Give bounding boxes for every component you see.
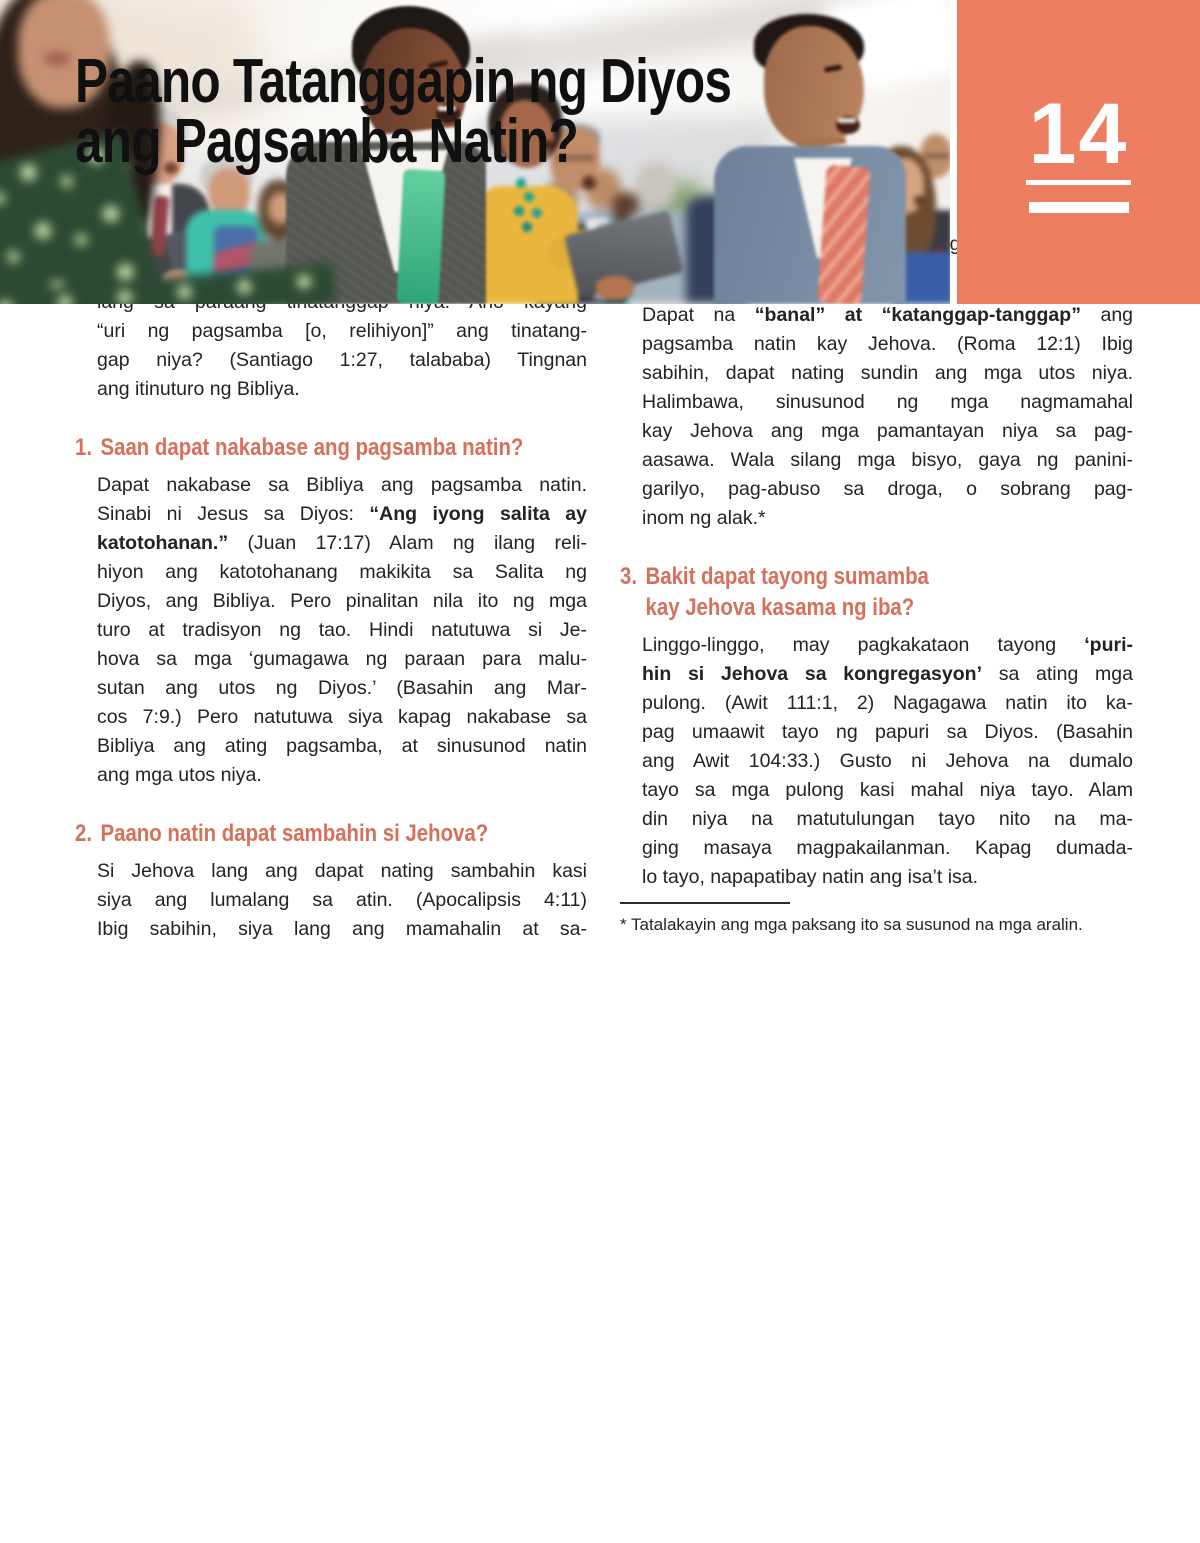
text-segment: Bibliya ang ating pagsamba, at sinusunod natin bbox=[97, 735, 587, 757]
text-segment: Dapat nakabase sa Bibliya ang pagsamba natin. bbox=[97, 474, 587, 496]
text-segment: inom ng alak.* bbox=[642, 507, 766, 529]
section-number: 3. bbox=[620, 563, 638, 590]
text-line bbox=[97, 375, 587, 404]
text-segment: Ibig sabihin, siya lang ang mamahalin at sa- bbox=[97, 918, 587, 940]
text-line bbox=[642, 504, 1133, 533]
text-line bbox=[642, 834, 1133, 863]
text-line bbox=[97, 471, 587, 500]
section-heading-2 bbox=[75, 818, 587, 849]
heading-line: Paano natin dapat sambahin si Jehova? bbox=[100, 820, 489, 847]
text-line bbox=[97, 732, 587, 761]
text-line bbox=[642, 718, 1133, 747]
text-line bbox=[642, 776, 1133, 805]
text-segment: hova sa mga ‘gumagawa ng paraan para malu- bbox=[97, 648, 587, 670]
text-segment: cos 7:9.) Pero natutuwa siya kapag nakabase sa bbox=[97, 706, 587, 728]
text-line bbox=[97, 857, 587, 886]
footnote bbox=[620, 902, 1133, 937]
section-heading-1 bbox=[75, 432, 587, 463]
section-number: 2. bbox=[75, 820, 93, 847]
text-line bbox=[97, 645, 587, 674]
text-segment: pulong. (Awit 111:1, 2) Nagagawa natin ito ka- bbox=[642, 692, 1133, 714]
text-segment: ang bbox=[1080, 304, 1134, 326]
text-segment: “uri ng pagsamba [o, relihiyon]” ang tinatang- bbox=[97, 320, 587, 342]
section-heading-text bbox=[101, 818, 489, 849]
section-heading-text bbox=[646, 561, 929, 623]
text-line bbox=[97, 500, 587, 529]
text-segment: pag umaawit tayo ng papuri sa Diyos. (Basahin bbox=[642, 721, 1133, 743]
text-line bbox=[97, 558, 587, 587]
text-segment: “Ang iyong salita ay bbox=[369, 503, 587, 525]
text-line bbox=[642, 747, 1133, 776]
text-line bbox=[97, 529, 587, 558]
body-paragraph bbox=[620, 631, 1133, 892]
text-segment: sa ating mga bbox=[982, 663, 1133, 685]
text-line bbox=[642, 805, 1133, 834]
text-line bbox=[642, 446, 1133, 475]
text-line bbox=[97, 674, 587, 703]
text-line bbox=[642, 417, 1133, 446]
text-segment: kay Jehova ang mga pamantayan niya sa pag- bbox=[642, 420, 1133, 442]
text-segment: pagsamba natin kay Jehova. (Roma 12:1) Ibig bbox=[642, 333, 1133, 355]
text-line bbox=[642, 660, 1133, 689]
text-segment: sutan ang utos ng Diyos.’ (Basahin ang Mar- bbox=[97, 677, 587, 699]
text-segment: hin si Jehova sa kongregasyon’ bbox=[642, 663, 982, 685]
text-segment: ging masaya magpakailanman. Kapag dumada- bbox=[642, 837, 1133, 859]
text-line bbox=[642, 388, 1133, 417]
text-segment: Halimbawa, sinusunod ng mga nagmamahal bbox=[642, 391, 1133, 413]
body-paragraph bbox=[75, 471, 587, 790]
section-heading-text bbox=[101, 432, 524, 463]
text-segment: siya ang lumalang sa atin. (Apocalipsis 4:11) bbox=[97, 889, 587, 911]
heading-line: Bakit dapat tayong sumamba bbox=[645, 563, 929, 590]
text-segment: Linggo-linggo, may pagkakataon tayong bbox=[642, 634, 1085, 656]
text-segment: aasawa. Wala silang mga bisyo, gaya ng panini- bbox=[642, 449, 1133, 471]
page-title-line1: Paano Tatanggapin ng Diyos bbox=[75, 47, 732, 116]
text-segment: (Juan 17:17) Alam ng ilang reli- bbox=[228, 532, 587, 554]
page-title-line2: ang Pagsamba Natin? bbox=[75, 107, 578, 176]
body-paragraph bbox=[620, 301, 1133, 533]
text-line bbox=[642, 863, 1133, 892]
text-segment: ‘puri- bbox=[1084, 634, 1133, 656]
text-segment: “banal” at “katanggap-tanggap” bbox=[754, 304, 1081, 326]
column-right bbox=[620, 201, 1133, 944]
text-segment: garilyo, pag-abuso sa droga, o sobrang pag- bbox=[642, 478, 1133, 500]
text-segment: turo at tradisyon ng tao. Hindi natutuwa si Je- bbox=[97, 619, 587, 641]
heading-line: Saan dapat nakabase ang pagsamba natin? bbox=[100, 434, 524, 461]
text-segment: katotohanan.” bbox=[97, 532, 229, 554]
text-line bbox=[97, 587, 587, 616]
text-line bbox=[97, 346, 587, 375]
text-segment: ang itinuturo ng Bibliya. bbox=[97, 378, 300, 400]
text-segment: din niya na matutulungan tayo nito na ma- bbox=[642, 808, 1133, 830]
text-line bbox=[97, 886, 587, 915]
text-segment: lo tayo, napapatibay natin ang isa’t isa. bbox=[642, 866, 979, 888]
text-segment: ang mga utos niya. bbox=[97, 764, 262, 786]
text-line bbox=[642, 631, 1133, 660]
text-line bbox=[642, 330, 1133, 359]
page-title bbox=[75, 47, 1200, 176]
body-paragraph bbox=[75, 857, 587, 944]
column-left bbox=[75, 201, 587, 944]
text-segment: Dapat na bbox=[642, 304, 755, 326]
text-segment: Sinabi ni Jesus sa Diyos: bbox=[97, 503, 370, 525]
text-line bbox=[97, 703, 587, 732]
text-line bbox=[642, 301, 1133, 330]
text-segment: hiyon ang katotohanang makikita sa Salita ng bbox=[97, 561, 587, 583]
text-segment: Si Jehova lang ang dapat nating sambahin kasi bbox=[97, 860, 587, 882]
text-segment: tayo sa mga pulong kasi mahal niya tayo. Alam bbox=[642, 779, 1133, 801]
section-heading-3 bbox=[620, 561, 1133, 623]
text-segment: Diyos, ang Bibliya. Pero pinalitan nila ito ng mga bbox=[97, 590, 587, 612]
body-columns bbox=[0, 201, 1200, 944]
text-line bbox=[642, 359, 1133, 388]
text-segment: gap niya? (Santiago 1:27, talababa) Tingnan bbox=[97, 349, 587, 371]
lesson-number-underline bbox=[1029, 202, 1129, 213]
text-line bbox=[642, 475, 1133, 504]
footnote-divider bbox=[620, 902, 790, 904]
lesson-number: 14 bbox=[1026, 91, 1132, 185]
text-line bbox=[97, 317, 587, 346]
section-number: 1. bbox=[75, 434, 93, 461]
text-segment: ang Awit 104:33.) Gusto ni Jehova na dumalo bbox=[642, 750, 1133, 772]
text-line bbox=[97, 761, 587, 790]
text-line bbox=[97, 915, 587, 944]
text-line bbox=[642, 689, 1133, 718]
text-segment: sabihin, dapat nating sundin ang mga utos niya. bbox=[642, 362, 1133, 384]
text-line bbox=[97, 616, 587, 645]
footnote-text: * Tatalakayin ang mga paksang ito sa susunod na mga aralin. bbox=[620, 915, 1083, 934]
heading-line: kay Jehova kasama ng iba? bbox=[645, 594, 915, 621]
